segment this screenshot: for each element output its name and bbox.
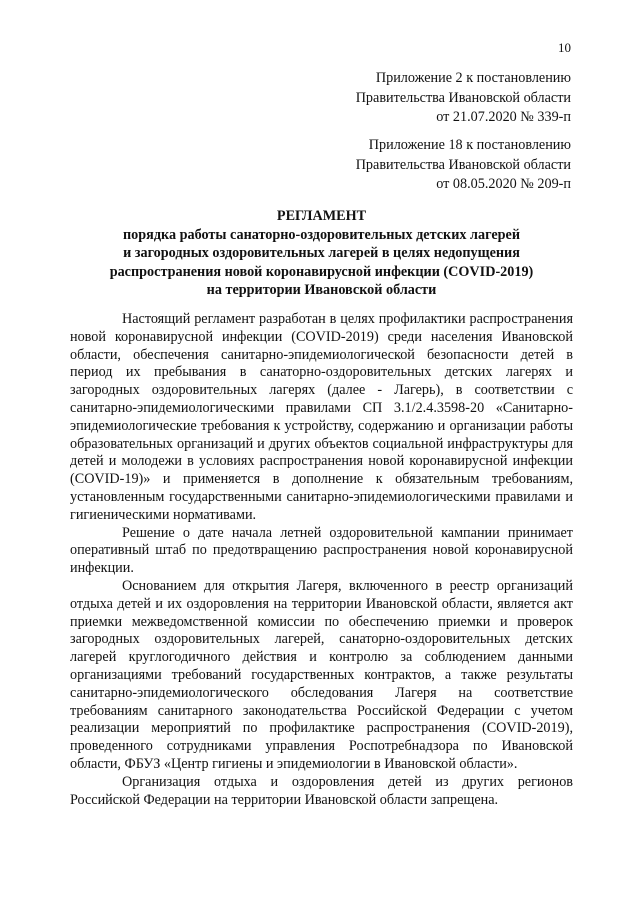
paragraph-opening-basis: Основанием для открытия Лагеря, включенного в реестр организаций отдыха детей и их оздоровления на территории Ивановской области, является акт приемки межведомственной комиссии по обеспечению приемки и проверок загородных оздоровительных лагерей, санаторно-оздоровительных детских лагерей круглогодичного действия и контролю за соблюдением данными организациями требований государственных контрактов, а также результаты санитарно-эпидемиологического обследования Лагеря на соответствие требованиям санитарного законодательства Российской Федерации с учетом реализации мероприятий по профилактике распространения (COVID-2019), проведенного сотрудниками управления Роспотребнадзора по Ивановской области, ФБУЗ «Центр гигиены и эпидемиологии в Ивановской области». (70, 577, 573, 772)
document-title (70, 207, 573, 300)
title-line-4: на территории Ивановской области (206, 282, 437, 298)
title-line-1: порядка работы санаторно-оздоровительных детских лагерей (123, 226, 520, 243)
appendix-2-line-2: Правительства Ивановской области (355, 156, 571, 173)
appendix-1-line-3: от 21.07.2020 № 339-п (436, 109, 571, 125)
appendix-1-line-1: Приложение 2 к постановлению (375, 70, 571, 86)
page-number: 10 (558, 40, 571, 55)
appendix-reference-1 (356, 69, 571, 128)
appendix-2-line-1: Приложение 18 к постановлению (368, 137, 571, 153)
paragraph-start-date: Решение о дате начала летней оздоровительной кампании принимает оперативный штаб по предотвращению распространения новой коронавирусной инфекции. (70, 524, 573, 577)
paragraph-purpose: Настоящий регламент разработан в целях профилактики распространения новой коронавирусной инфекции (COVID-2019) среди населения Ивановской области, обеспечения санитарно-эпидемиологической безопасности детей в период их пребывания в санаторно-оздоровительных детских лагерях и загородных оздоровительных лагерях (далее - Лагерь), в соответствии с санитарно-эпидемиологическими правилами СП 3.1/2.4.3598-20 «Санитарно-эпидемиологические требования к устройству, содержанию и организации работы образовательных организаций и других объектов социальной инфраструктуры для детей и молодежи в условиях распространения новой коронавирусной инфекции (COVID-19)» и применяется в дополнение к обязательным требованиям, установленным государственными санитарно-эпидемиологическими правилами и гигиеническими нормативами. (70, 311, 573, 523)
document-body (70, 311, 573, 809)
appendix-reference-2 (356, 136, 571, 195)
title-heading: РЕГЛАМЕНТ (276, 208, 367, 224)
appendix-2-line-3: от 08.05.2020 № 209-п (436, 176, 571, 192)
paragraph-other-regions: Организация отдыха и оздоровления детей из других регионов Российской Федерации на территории Ивановской области запрещена. (70, 773, 573, 808)
appendix-1-line-2: Правительства Ивановской области (355, 89, 571, 106)
title-line-3: распространения новой коронавирусной инфекции (COVID-2019) (109, 263, 534, 280)
title-line-2: и загородных оздоровительных лагерей в целях недопущения (123, 245, 520, 261)
